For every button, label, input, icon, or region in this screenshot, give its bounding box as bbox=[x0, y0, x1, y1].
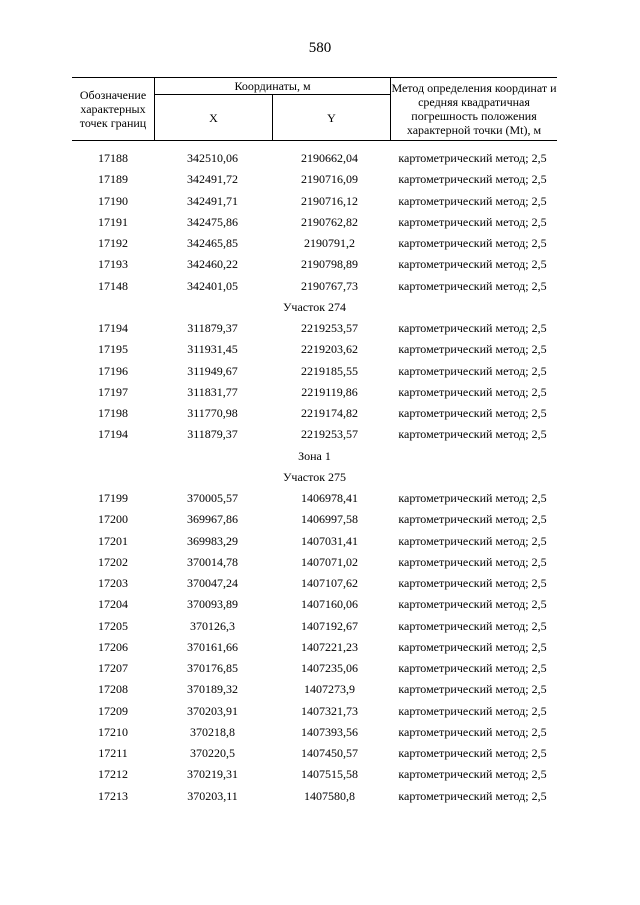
cell-x: 370219,31 bbox=[187, 767, 238, 782]
cell-point: 17191 bbox=[98, 214, 128, 229]
cell-y: 2190767,73 bbox=[301, 278, 358, 293]
cell-x: 370014,78 bbox=[187, 554, 238, 569]
table-row bbox=[72, 552, 557, 573]
table-row bbox=[72, 169, 557, 190]
cell-x: 342475,86 bbox=[187, 214, 238, 229]
cell-method: картометрический метод; 2,5 bbox=[398, 639, 547, 654]
cell-y: 1407515,58 bbox=[301, 767, 358, 782]
cell-x: 342401,05 bbox=[187, 278, 238, 293]
table-row bbox=[72, 233, 557, 254]
section-heading: Участок 275 bbox=[282, 469, 347, 484]
cell-point: 17204 bbox=[98, 597, 128, 612]
table-row bbox=[72, 637, 557, 658]
cell-point: 17194 bbox=[98, 321, 128, 335]
cell-method: картометрический метод; 2,5 bbox=[398, 427, 547, 442]
table-header bbox=[72, 77, 557, 141]
cell-y: 1407031,41 bbox=[301, 533, 358, 548]
table-row bbox=[72, 573, 557, 594]
cell-y: 1407192,67 bbox=[301, 618, 358, 633]
cell-y: 2190716,12 bbox=[301, 193, 358, 208]
cell-x: 311879,37 bbox=[187, 321, 238, 335]
cell-method: картометрический метод; 2,5 bbox=[398, 257, 547, 272]
table-row bbox=[72, 786, 557, 807]
cell-point: 17189 bbox=[98, 172, 128, 187]
table-row bbox=[72, 254, 557, 275]
cell-point: 17148 bbox=[98, 278, 128, 293]
cell-point: 17213 bbox=[98, 788, 128, 803]
cell-point: 17210 bbox=[98, 724, 128, 739]
table-body bbox=[72, 148, 557, 807]
cell-point: 17203 bbox=[98, 576, 128, 590]
cell-point: 17207 bbox=[98, 661, 128, 675]
cell-y: 1407235,06 bbox=[301, 661, 358, 675]
cell-x: 311770,98 bbox=[187, 406, 238, 420]
cell-method: картометрический метод; 2,5 bbox=[398, 724, 547, 739]
page-number: 580 bbox=[308, 40, 332, 56]
table-row bbox=[72, 212, 557, 233]
cell-y: 2219174,82 bbox=[301, 406, 358, 420]
table-row bbox=[72, 424, 557, 445]
cell-point: 17193 bbox=[98, 257, 128, 272]
cell-y: 2219185,55 bbox=[301, 363, 358, 378]
cell-x: 370203,11 bbox=[187, 788, 238, 803]
cell-point: 17201 bbox=[98, 533, 128, 548]
cell-y: 2190798,89 bbox=[301, 257, 358, 272]
cell-x: 342510,06 bbox=[187, 151, 238, 165]
cell-x: 370005,57 bbox=[187, 491, 238, 505]
cell-point: 17200 bbox=[98, 512, 128, 527]
cell-x: 370189,32 bbox=[187, 682, 238, 697]
cell-y: 1407580,8 bbox=[304, 788, 355, 803]
cell-x: 370176,85 bbox=[187, 661, 238, 675]
table-row bbox=[72, 318, 557, 339]
cell-y: 1407160,06 bbox=[301, 597, 358, 612]
cell-x: 370161,66 bbox=[187, 639, 238, 654]
table-row bbox=[72, 191, 557, 212]
cell-x: 311949,67 bbox=[187, 363, 238, 378]
cell-point: 17199 bbox=[98, 491, 128, 505]
cell-y: 1407071,02 bbox=[301, 554, 358, 569]
cell-y: 2190791,2 bbox=[304, 236, 355, 250]
cell-y: 1407273,9 bbox=[304, 682, 355, 697]
cell-method: картометрический метод; 2,5 bbox=[398, 193, 547, 208]
cell-method: картометрический метод; 2,5 bbox=[398, 661, 547, 675]
cell-point: 17212 bbox=[98, 767, 128, 782]
cell-x: 342491,71 bbox=[187, 193, 238, 208]
cell-x: 311931,45 bbox=[187, 342, 238, 357]
cell-x: 370126,3 bbox=[190, 618, 235, 633]
cell-point: 17209 bbox=[98, 703, 128, 718]
cell-point: 17190 bbox=[98, 193, 128, 208]
header-point-designation: Обозначение характерных точек границ bbox=[72, 78, 155, 141]
cell-method: картометрический метод; 2,5 bbox=[398, 491, 547, 505]
header-y: Y bbox=[273, 95, 391, 141]
cell-method: картометрический метод; 2,5 bbox=[398, 703, 547, 718]
cell-method: картометрический метод; 2,5 bbox=[398, 151, 547, 165]
table-row bbox=[72, 509, 557, 530]
table-row bbox=[72, 361, 557, 382]
cell-method: картометрический метод; 2,5 bbox=[398, 597, 547, 612]
table-row bbox=[72, 276, 557, 297]
table-row bbox=[72, 403, 557, 424]
cell-point: 17206 bbox=[98, 639, 128, 654]
cell-x: 342460,22 bbox=[187, 257, 238, 272]
cell-point: 17211 bbox=[98, 746, 128, 760]
cell-point: 17192 bbox=[98, 236, 128, 250]
cell-y: 2219119,86 bbox=[301, 384, 358, 399]
cell-point: 17194 bbox=[98, 427, 128, 442]
cell-y: 1407450,57 bbox=[301, 746, 358, 760]
cell-method: картометрический метод; 2,5 bbox=[398, 746, 547, 760]
header-method: Метод определения координат и средняя квадратичная погрешность положения характерной точки (Mt), м bbox=[391, 78, 558, 141]
table-row bbox=[72, 679, 557, 700]
cell-x: 311831,77 bbox=[187, 384, 238, 399]
cell-method: картометрический метод; 2,5 bbox=[398, 384, 547, 399]
cell-point: 17197 bbox=[98, 384, 128, 399]
cell-y: 2190716,09 bbox=[301, 172, 358, 187]
table-row bbox=[72, 701, 557, 722]
cell-point: 17196 bbox=[98, 363, 128, 378]
cell-y: 1407321,73 bbox=[301, 703, 358, 718]
cell-method: картометрический метод; 2,5 bbox=[398, 342, 547, 357]
cell-point: 17202 bbox=[98, 554, 128, 569]
cell-x: 370093,89 bbox=[187, 597, 238, 612]
cell-method: картометрический метод; 2,5 bbox=[398, 618, 547, 633]
table-row bbox=[72, 382, 557, 403]
cell-y: 2219253,57 bbox=[301, 427, 358, 442]
cell-method: картометрический метод; 2,5 bbox=[398, 682, 547, 697]
cell-y: 1407393,56 bbox=[301, 724, 358, 739]
cell-y: 2190762,82 bbox=[301, 214, 358, 229]
table-row bbox=[72, 488, 557, 509]
cell-y: 2219253,57 bbox=[301, 321, 358, 335]
cell-x: 342465,85 bbox=[187, 236, 238, 250]
section-heading: Зона 1 bbox=[298, 448, 331, 463]
table-row bbox=[72, 722, 557, 743]
cell-method: картометрический метод; 2,5 bbox=[398, 533, 547, 548]
cell-method: картометрический метод; 2,5 bbox=[398, 767, 547, 782]
table-row bbox=[72, 743, 557, 764]
cell-x: 370218,8 bbox=[190, 724, 235, 739]
cell-method: картометрический метод; 2,5 bbox=[398, 363, 547, 378]
cell-point: 17188 bbox=[98, 151, 128, 165]
cell-y: 1407221,23 bbox=[301, 639, 358, 654]
section-heading: Участок 274 bbox=[282, 299, 347, 314]
cell-point: 17208 bbox=[98, 682, 128, 697]
cell-y: 1407107,62 bbox=[301, 576, 358, 590]
cell-method: картометрический метод; 2,5 bbox=[398, 788, 547, 803]
table-row bbox=[72, 658, 557, 679]
cell-point: 17198 bbox=[98, 406, 128, 420]
cell-method: картометрический метод; 2,5 bbox=[398, 236, 547, 250]
table-row bbox=[72, 764, 557, 785]
cell-x: 342491,72 bbox=[187, 172, 238, 187]
cell-method: картометрический метод; 2,5 bbox=[398, 406, 547, 420]
cell-x: 369967,86 bbox=[187, 512, 238, 527]
cell-method: картометрический метод; 2,5 bbox=[398, 278, 547, 293]
cell-point: 17195 bbox=[98, 342, 128, 357]
cell-method: картометрический метод; 2,5 bbox=[398, 554, 547, 569]
cell-method: картометрический метод; 2,5 bbox=[398, 321, 547, 335]
header-x: X bbox=[155, 95, 273, 141]
cell-y: 1406978,41 bbox=[301, 491, 358, 505]
cell-y: 1406997,58 bbox=[301, 512, 358, 527]
cell-x: 370220,5 bbox=[190, 746, 235, 760]
cell-method: картометрический метод; 2,5 bbox=[398, 576, 547, 590]
cell-method: картометрический метод; 2,5 bbox=[398, 512, 547, 527]
header-coordinates: Координаты, м bbox=[155, 78, 391, 95]
cell-x: 370047,24 bbox=[187, 576, 238, 590]
table-row bbox=[72, 339, 557, 360]
table-row bbox=[72, 531, 557, 552]
cell-x: 370203,91 bbox=[187, 703, 238, 718]
cell-x: 311879,37 bbox=[187, 427, 238, 442]
cell-x: 369983,29 bbox=[187, 533, 238, 548]
cell-y: 2219203,62 bbox=[301, 342, 358, 357]
cell-y: 2190662,04 bbox=[301, 151, 358, 165]
table-row bbox=[72, 616, 557, 637]
table-row bbox=[72, 594, 557, 615]
table-row bbox=[72, 148, 557, 169]
cell-method: картометрический метод; 2,5 bbox=[398, 172, 547, 187]
cell-method: картометрический метод; 2,5 bbox=[398, 214, 547, 229]
cell-point: 17205 bbox=[98, 618, 128, 633]
